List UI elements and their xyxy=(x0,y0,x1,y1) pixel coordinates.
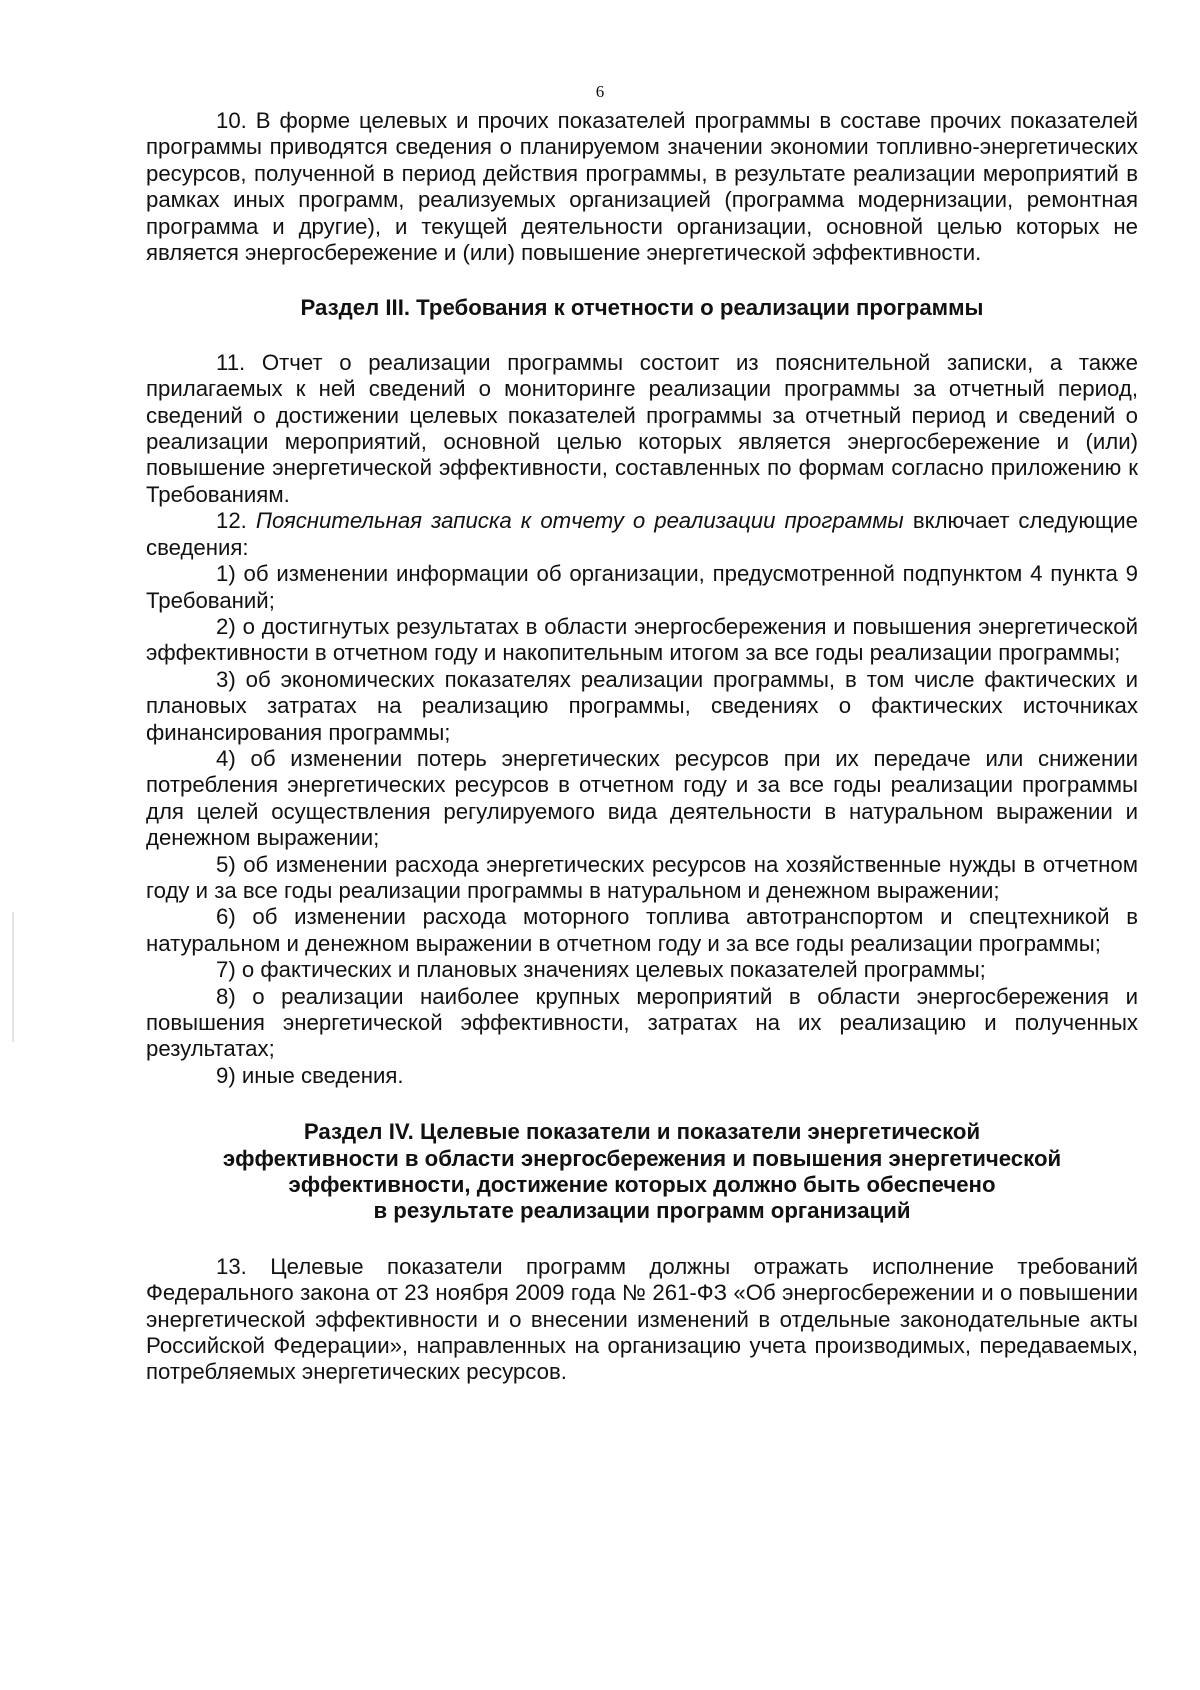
paragraph-11: 11. Отчет о реализации программы состоит из пояснительной записки, а также прилагаемых к ней сведений о мониторинге реализации программы за отчетный период, сведений о достижении целевых показателей программы за отчетный период и сведений о реализации мероприятий, основной целью которых является энергосбережение и (или) повышение энергетической эффективности, составленных по формам согласно приложению к Требованиям. xyxy=(146,349,1138,507)
paragraph-12 xyxy=(146,508,1138,561)
list-item-4: 4) об изменении потерь энергетических ресурсов при их передаче или снижении потребления энергетических ресурсов в отчетном году и за все годы реализации программы для целей осуществления регулируемого вида деятельности в натуральном выражении и денежном выражении; xyxy=(146,745,1138,851)
list-item-8: 8) о реализации наиболее крупных мероприятий в области энергосбережения и повышения энергетической эффективности, затратах на их реализацию и полученных результатах; xyxy=(146,983,1138,1062)
section-4-heading xyxy=(146,1119,1138,1225)
page-number: 6 xyxy=(595,82,605,101)
paragraph-12-italic-lead: Пояснительная записка к отчету о реализации программы xyxy=(255,508,904,534)
list-item-7: 7) о фактических и плановых значениях целевых показателей программы; xyxy=(216,957,986,983)
paragraph-13: 13. Целевые показатели программ должны отражать исполнение требований Федерального закона от 23 ноября 2009 года № 261-ФЗ «Об энергосбережении и о повышении энергетической эффективности и о внесении изменений в отдельные законодательные акты Российской Федерации», направленных на организацию учета производимых, передаваемых, потребляемых энергетических ресурсов. xyxy=(146,1253,1138,1385)
section-4-heading-line-1: Раздел IV. Целевые показатели и показатели энергетической xyxy=(303,1119,981,1145)
list-item-1: 1) об изменении информации об организации, предусмотренной подпунктом 4 пункта 9 Требований; xyxy=(146,561,1138,613)
section-4-heading-line-2: эффективности в области энергосбережения и повышения энергетической xyxy=(222,1145,1062,1171)
paragraph-12-number: 12. xyxy=(216,508,247,534)
list-item-2: 2) о достигнутых результатах в области энергосбережения и повышения энергетической эффективности в отчетном году и накопительным итогом за все годы реализации программы; xyxy=(146,613,1138,666)
list-item-6: 6) об изменении расхода моторного топлива автотранспортом и спецтехникой в натуральном и денежном выражении в отчетном году и за все годы реализации программы; xyxy=(146,904,1138,956)
list-item-9: 9) иные сведения. xyxy=(216,1062,404,1088)
section-4-heading-line-3: эффективности, достижение которых должно быть обеспечено xyxy=(288,1172,996,1198)
scan-artifact xyxy=(12,912,14,1042)
document-body xyxy=(146,108,1138,1386)
list-item-3: 3) об экономических показателях реализации программы, в том числе фактических и плановых затратах на реализацию программы, сведениях о фактических источниках финансирования программы; xyxy=(146,666,1138,745)
section-3-heading: Раздел III. Требования к отчетности о реализации программы xyxy=(300,295,984,321)
paragraph-12-rest: включает следующие сведения: xyxy=(146,508,1138,560)
paragraph-10: 10. В форме целевых и прочих показателей программы в составе прочих показателей программы приводятся сведения о планируемом значении экономии топливно-энергетических ресурсов, полученной в период действия программы, в результате реализации мероприятий в рамках иных программ, реализуемых организацией (программа модернизации, ремонтная программа и другие), и текущей деятельности организации, основной целью которых не является энергосбережение и (или) повышение энергетической эффективности. xyxy=(146,108,1138,266)
list-item-5: 5) об изменении расхода энергетических ресурсов на хозяйственные нужды в отчетном году и за все годы реализации программы в натуральном и денежном выражении; xyxy=(146,851,1138,903)
section-4-heading-line-4: в результате реализации программ организаций xyxy=(373,1198,911,1224)
